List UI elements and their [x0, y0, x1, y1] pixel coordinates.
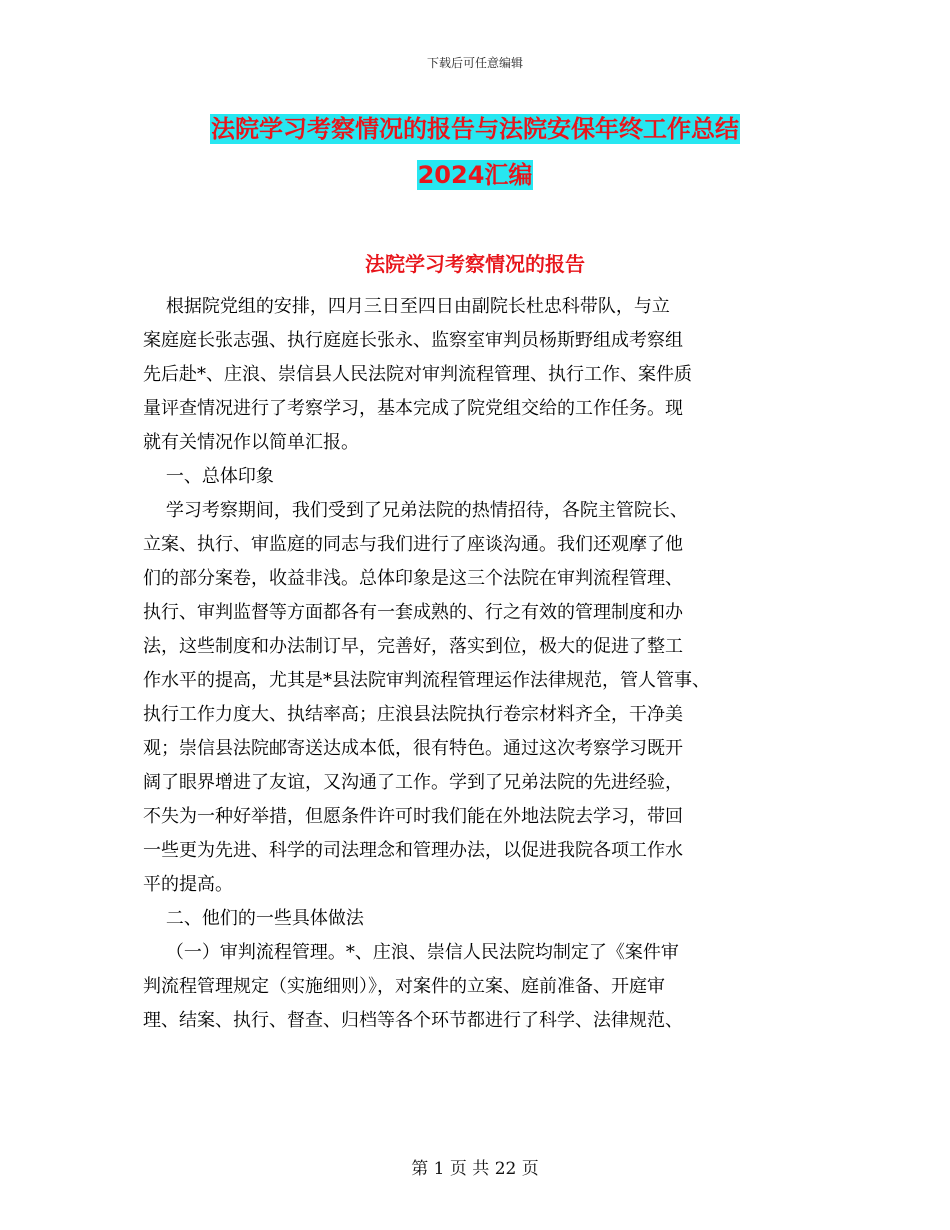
- body-line: （一）审判流程管理。*、庄浪、崇信人民法院均制定了《案件审: [143, 942, 679, 963]
- document-title-line2: [0, 160, 950, 190]
- body-line: 就有关情况作以简单汇报。: [143, 432, 359, 453]
- body-text: [143, 290, 823, 1038]
- body-line: 作水平的提高，尤其是*县法院审判流程管理运作法律规范，管人管事、: [143, 670, 710, 691]
- body-line: 先后赴*、庄浪、崇信县人民法院对审判流程管理、执行工作、案件质: [143, 364, 692, 385]
- body-line: 判流程管理规定（实施细则）》，对案件的立案、庭前准备、开庭审: [143, 976, 665, 997]
- body-line: 理、结案、执行、督查、归档等各个环节都进行了科学、法律规范、: [143, 1010, 683, 1031]
- body-line: 一、总体印象: [143, 466, 274, 487]
- body-line: 立案、执行、审监庭的同志与我们进行了座谈沟通。我们还观摩了他: [143, 534, 683, 555]
- body-line: 平的提高。: [143, 874, 233, 895]
- body-line: 们的部分案卷，收益非浅。总体印象是这三个法院在审判流程管理、: [143, 568, 683, 589]
- body-line: 阔了眼界增进了友谊，又沟通了工作。学到了兄弟法院的先进经验，: [143, 772, 683, 793]
- header-note: 下载后可任意编辑: [426, 56, 523, 70]
- body-line: 不失为一种好举措，但愿条件许可时我们能在外地法院去学习，带回: [143, 806, 683, 827]
- body-line: 执行、审判监督等方面都各有一套成熟的、行之有效的管理制度和办: [143, 602, 683, 623]
- body-line: 案庭庭长张志强、执行庭庭长张永、监察室审判员杨斯野组成考察组: [143, 330, 683, 351]
- title-highlight-2: 2024汇编: [417, 161, 533, 189]
- body-line: 量评查情况进行了考察学习，基本完成了院党组交给的工作任务。现: [143, 398, 683, 419]
- section-title: 法院学习考察情况的报告: [365, 252, 585, 276]
- body-line: 根据院党组的安排，四月三日至四日由副院长杜忠科带队，与立: [143, 296, 670, 317]
- page-footer: 第 1 页 共 22 页: [411, 1159, 539, 1179]
- body-line: 法，这些制度和办法制订早，完善好，落实到位，极大的促进了整工: [143, 636, 683, 657]
- title-highlight-1: 法院学习考察情况的报告与法院安保年终工作总结: [211, 115, 739, 143]
- document-title-line1: [0, 114, 950, 144]
- body-line: 一些更为先进、科学的司法理念和管理办法，以促进我院各项工作水: [143, 840, 683, 861]
- body-line: 执行工作力度大、执结率高；庄浪县法院执行卷宗材料齐全，干净美: [143, 704, 683, 725]
- body-line: 观；崇信县法院邮寄送达成本低，很有特色。通过这次考察学习既开: [143, 738, 683, 759]
- body-line: 二、他们的一些具体做法: [143, 908, 364, 929]
- body-line: 学习考察期间，我们受到了兄弟法院的热情招待，各院主管院长、: [143, 500, 688, 521]
